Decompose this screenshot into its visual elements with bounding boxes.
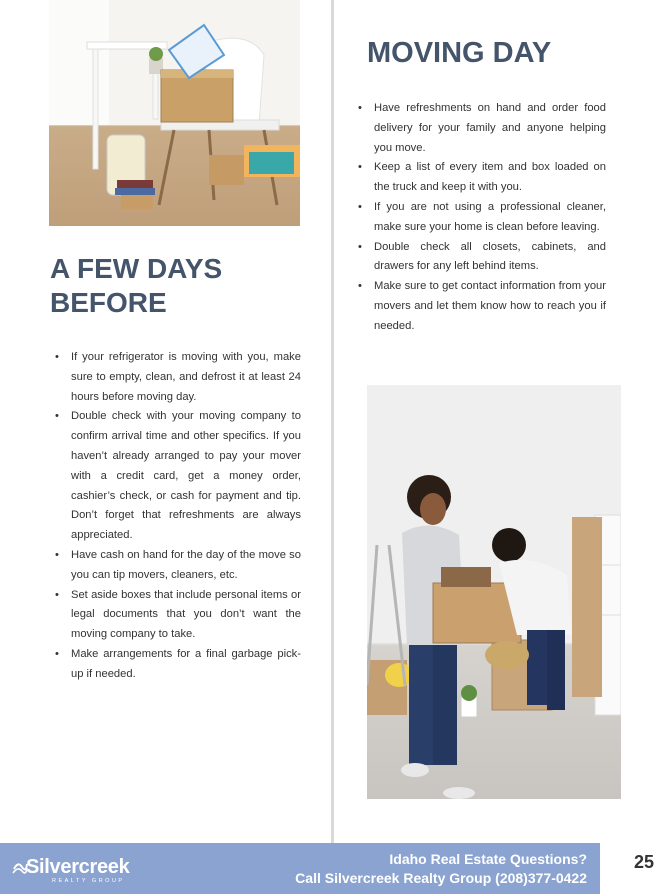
list-item: • Double check all closets, cabinets, and drawers for any left behind items. [356, 238, 606, 278]
list-item: • Have refreshments on hand and order food delivery for your family and anyone helping you move. [356, 99, 606, 158]
silvercreek-logo [12, 856, 152, 886]
moving-day-list [356, 99, 606, 337]
list-item: • Keep a list of every item and box loaded on the truck and keep it with you. [356, 158, 606, 198]
list-item: • Make sure to get contact information from your movers and let them know how to reach you if needed. [356, 277, 606, 336]
column-divider [331, 0, 334, 843]
few-days-before-list [53, 348, 301, 685]
footer-contact [295, 850, 587, 888]
logo-subtext: REALTY GROUP [52, 878, 125, 884]
logo-wordmark: Silvercreek [26, 856, 130, 878]
couple-moving-illustration [367, 385, 621, 799]
list-item: • Double check with your moving company to confirm arrival time and other specifics. If you haven’t already arranged to pay your mover with a credit card, get a money order, cashier’s check, or cash for payment and tip. Don’t forget that refreshments are always appreciated. [53, 407, 301, 546]
photo-chair-boxes [49, 0, 300, 226]
list-item: • If your refrigerator is moving with you, make sure to empty, clean, and defrost it at least 24 hours before moving day. [53, 348, 301, 407]
list-item: • Set aside boxes that include personal items or legal documents that you don’t want the moving company to take. [53, 586, 301, 645]
list-item: • Make arrangements for a final garbage pick-up if needed. [53, 645, 301, 685]
page-number: 25 [634, 852, 655, 872]
footer-line-question: Idaho Real Estate Questions? [389, 851, 587, 867]
section-heading-moving-day: MOVING DAY [367, 37, 552, 69]
footer-line-phone: Call Silvercreek Realty Group (208)377-0422 [295, 870, 587, 886]
chair-boxes-illustration [49, 0, 300, 226]
section-heading-few-days-before: A FEW DAYS BEFORE [50, 253, 223, 318]
list-item: • If you are not using a professional cleaner, make sure your home is clean before leaving. [356, 198, 606, 238]
list-item: • Have cash on hand for the day of the move so you can tip movers, cleaners, etc. [53, 546, 301, 586]
photo-couple-moving [367, 385, 621, 799]
